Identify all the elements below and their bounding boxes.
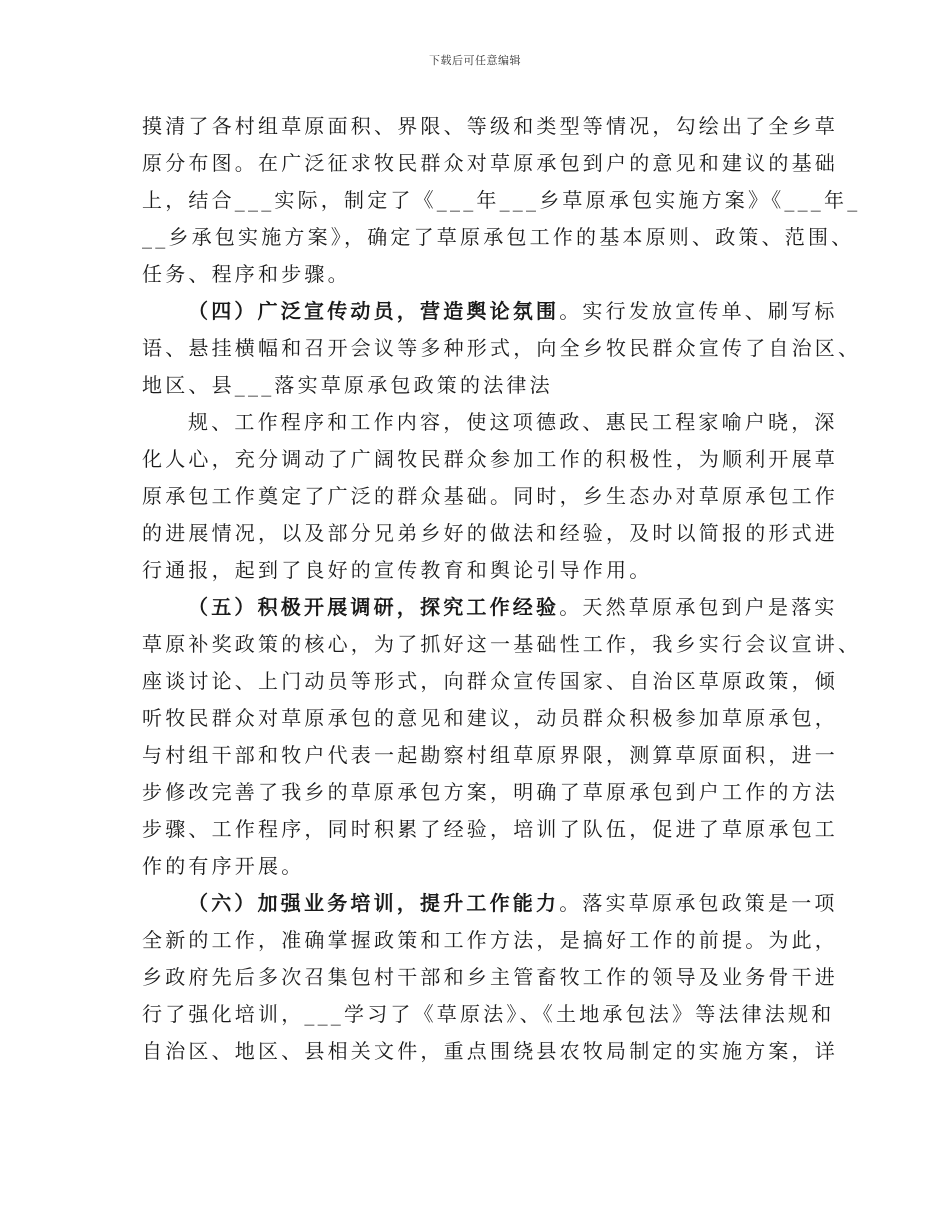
section-6-text: 。落实草原承包政策是一项 — [559, 891, 838, 915]
paragraph-line: 原分布图。在广泛征求牧民群众对草原承包到户的意见和建议的基础 — [142, 151, 838, 175]
paragraph-line: 自治区、地区、县相关文件，重点围绕县农牧局制定的实施方案，详 — [142, 1039, 838, 1063]
paragraph-line: 全新的工作，准确掌握政策和工作方法，是搞好工作的前提。为此， — [142, 928, 838, 952]
paragraph-line: 上，结合___实际，制定了《___年___乡草原承包实施方案》《___年_ — [142, 188, 861, 212]
page-header: 下载后可任意编辑 — [429, 54, 521, 67]
section-4-line — [188, 298, 838, 324]
paragraph-line: 与村组干部和牧户代表一起勘察村组草原界限，测算草原面积，进一 — [142, 743, 838, 767]
paragraph-line: 规、工作程序和工作内容，使这项德政、惠民工程家喻户晓，深 — [188, 410, 838, 434]
section-6-line — [188, 890, 838, 916]
paragraph-line: 草原补奖政策的核心，为了抓好这一基础性工作，我乡实行会议宣讲、 — [142, 632, 862, 656]
paragraph-line: 原承包工作奠定了广泛的群众基础。同时，乡生态办对草原承包工作 — [142, 484, 838, 508]
section-4-text: 。实行发放宣传单、刷写标 — [559, 299, 838, 323]
section-5-heading: （五）积极开展调研，探究工作经验 — [188, 595, 560, 619]
paragraph-line: 步修改完善了我乡的草原承包方案，明确了草原承包到户工作的方法 — [142, 780, 838, 804]
paragraph-line: 任务、程序和步骤。 — [142, 262, 351, 286]
paragraph-line: 地区、县___落实草原承包政策的法律法 — [142, 373, 553, 397]
section-4-heading: （四）广泛宣传动员，营造舆论氛围 — [188, 299, 560, 323]
paragraph-line: 行通报，起到了良好的宣传教育和舆论引导作用。 — [142, 558, 653, 582]
paragraph-line: 摸清了各村组草原面积、界限、等级和类型等情况，勾绘出了全乡草 — [142, 114, 838, 138]
paragraph-line: 语、悬挂横幅和召开会议等多种形式，向全乡牧民群众宣传了自治区、 — [142, 336, 862, 360]
section-6-heading: （六）加强业务培训，提升工作能力 — [188, 891, 560, 915]
paragraph-line: 的进展情况，以及部分兄弟乡好的做法和经验，及时以简报的形式进 — [142, 521, 838, 545]
section-5-line — [188, 594, 838, 620]
paragraph-line: 乡政府先后多次召集包村干部和乡主管畜牧工作的领导及业务骨干进 — [142, 965, 838, 989]
paragraph-line: 化人心，充分调动了广阔牧民群众参加工作的积极性，为顺利开展草 — [142, 447, 838, 471]
paragraph-line: 座谈讨论、上门动员等形式，向群众宣传国家、自治区草原政策，倾 — [142, 669, 838, 693]
paragraph-line: 听牧民群众对草原承包的意见和建议，动员群众积极参加草原承包， — [142, 706, 838, 730]
paragraph-line: 行了强化培训，___学习了《草原法》、《土地承包法》等法律法规和 — [142, 1002, 835, 1026]
paragraph-line: __乡承包实施方案》，确定了草原承包工作的基本原则、政策、范围、 — [142, 225, 855, 249]
section-5-text: 。天然草原承包到户是落实 — [559, 595, 838, 619]
paragraph-line: 步骤、工作程序，同时积累了经验，培训了队伍，促进了草原承包工 — [142, 817, 838, 841]
paragraph-line: 作的有序开展。 — [142, 854, 305, 878]
